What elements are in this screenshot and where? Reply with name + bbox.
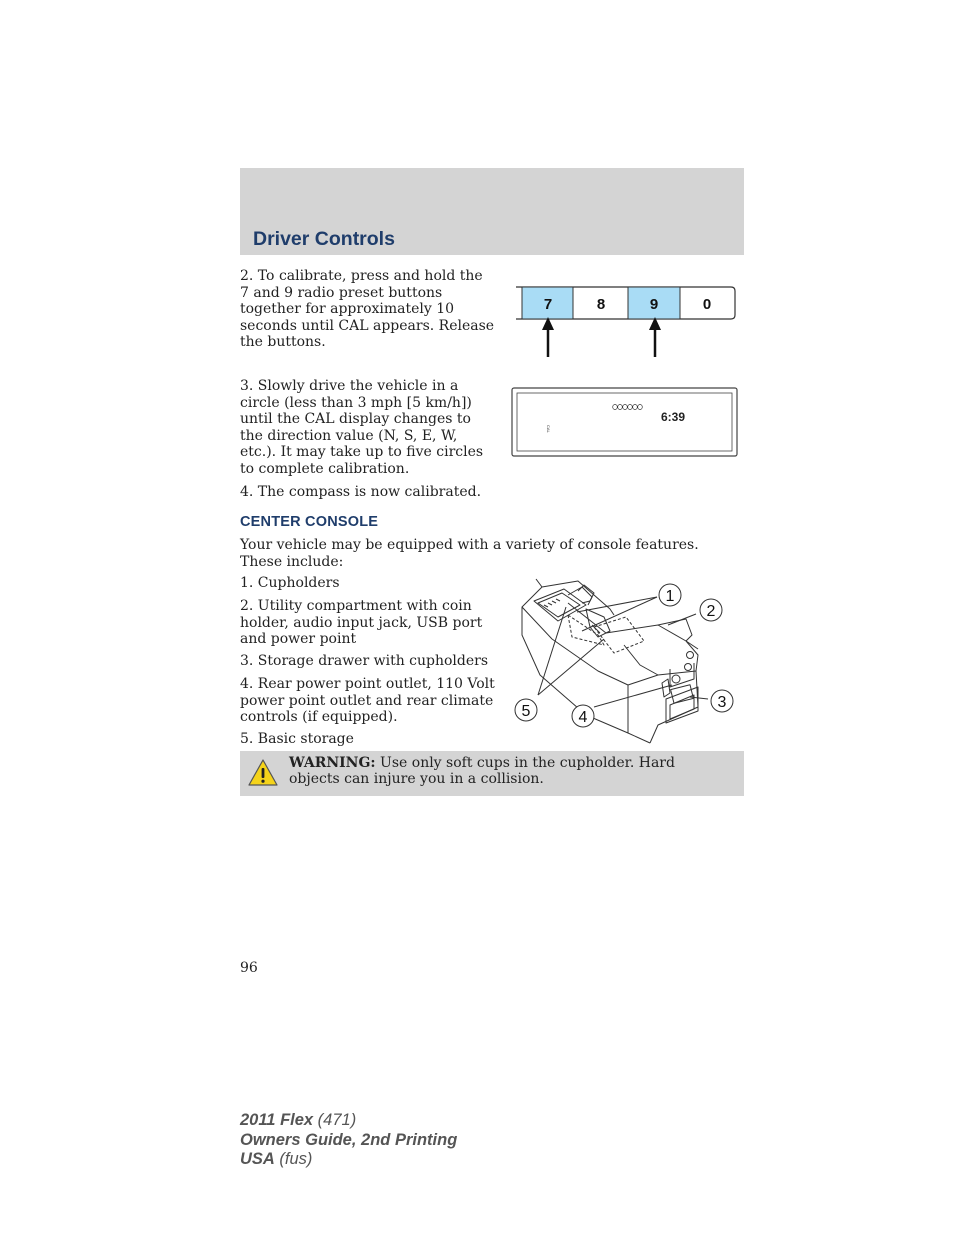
section-heading-center-console: CENTER CONSOLE	[240, 514, 379, 530]
footer-guide-printing: Owners Guide, 2nd Printing	[240, 1130, 458, 1149]
warning-triangle-icon	[247, 758, 279, 788]
step-4-text: 4. The compass is now calibrated.	[240, 484, 482, 500]
display-clock: 6:39	[661, 410, 686, 424]
chapter-header	[240, 168, 744, 255]
preset-buttons-illustration	[512, 284, 738, 360]
page-number: 96	[240, 960, 258, 976]
document-footer	[240, 1111, 457, 1170]
press-arrow-7-icon	[542, 317, 554, 357]
footer-model-code: (471)	[313, 1111, 357, 1129]
list-item-storage-drawer: 3. Storage drawer with cupholders	[240, 653, 489, 669]
step-2-text: 2. To calibrate, press and hold the 7 and 9 radio preset buttons together for approximately 10 seconds until CAL appears. Release the buttons.	[240, 268, 495, 351]
press-arrow-9-icon	[649, 317, 661, 357]
list-item-utility-compartment: 2. Utility compartment with coin holder, audio input jack, USB port and power point	[240, 598, 483, 648]
list-item-basic-storage: 5. Basic storage	[240, 731, 354, 747]
preset-button-0-label: 0	[702, 296, 712, 313]
warning-message: Use only soft cups in the cupholder. Hard objects can injure you in a collision.	[289, 755, 675, 788]
center-console-illustration	[508, 575, 744, 745]
preset-button-8-label: 8	[596, 296, 606, 313]
preset-button-9-label: 9	[649, 296, 659, 313]
callout-5: 5	[521, 703, 531, 720]
compass-display-illustration	[511, 387, 739, 458]
warning-box	[240, 751, 744, 796]
footer-region: USA	[240, 1150, 275, 1168]
callout-2: 2	[706, 603, 716, 620]
list-item-rear-power-point: 4. Rear power point outlet, 110 Volt power point outlet and rear climate controls (if equipped).	[240, 676, 495, 726]
display-cal-indicator: CAL	[546, 425, 551, 433]
callout-4: 4	[578, 709, 588, 726]
footer-region-code: (fus)	[274, 1150, 313, 1168]
warning-label: WARNING:	[289, 755, 376, 771]
center-console-intro: Your vehicle may be equipped with a variety of console features. These include:	[240, 537, 699, 570]
callout-1: 1	[665, 588, 675, 605]
footer-model: 2011 Flex	[240, 1111, 314, 1129]
list-item-cupholders: 1. Cupholders	[240, 575, 340, 591]
chapter-title: Driver Controls	[253, 228, 395, 250]
step-3-text: 3. Slowly drive the vehicle in a circle (less than 3 mph [5 km/h]) until the CAL display changes to the direction value (N, S, E, W, etc.). It may take up to five circles to complete calibration.	[240, 378, 484, 477]
preset-button-7-label: 7	[543, 296, 553, 313]
warning-text	[289, 755, 729, 788]
callout-3: 3	[717, 694, 727, 711]
